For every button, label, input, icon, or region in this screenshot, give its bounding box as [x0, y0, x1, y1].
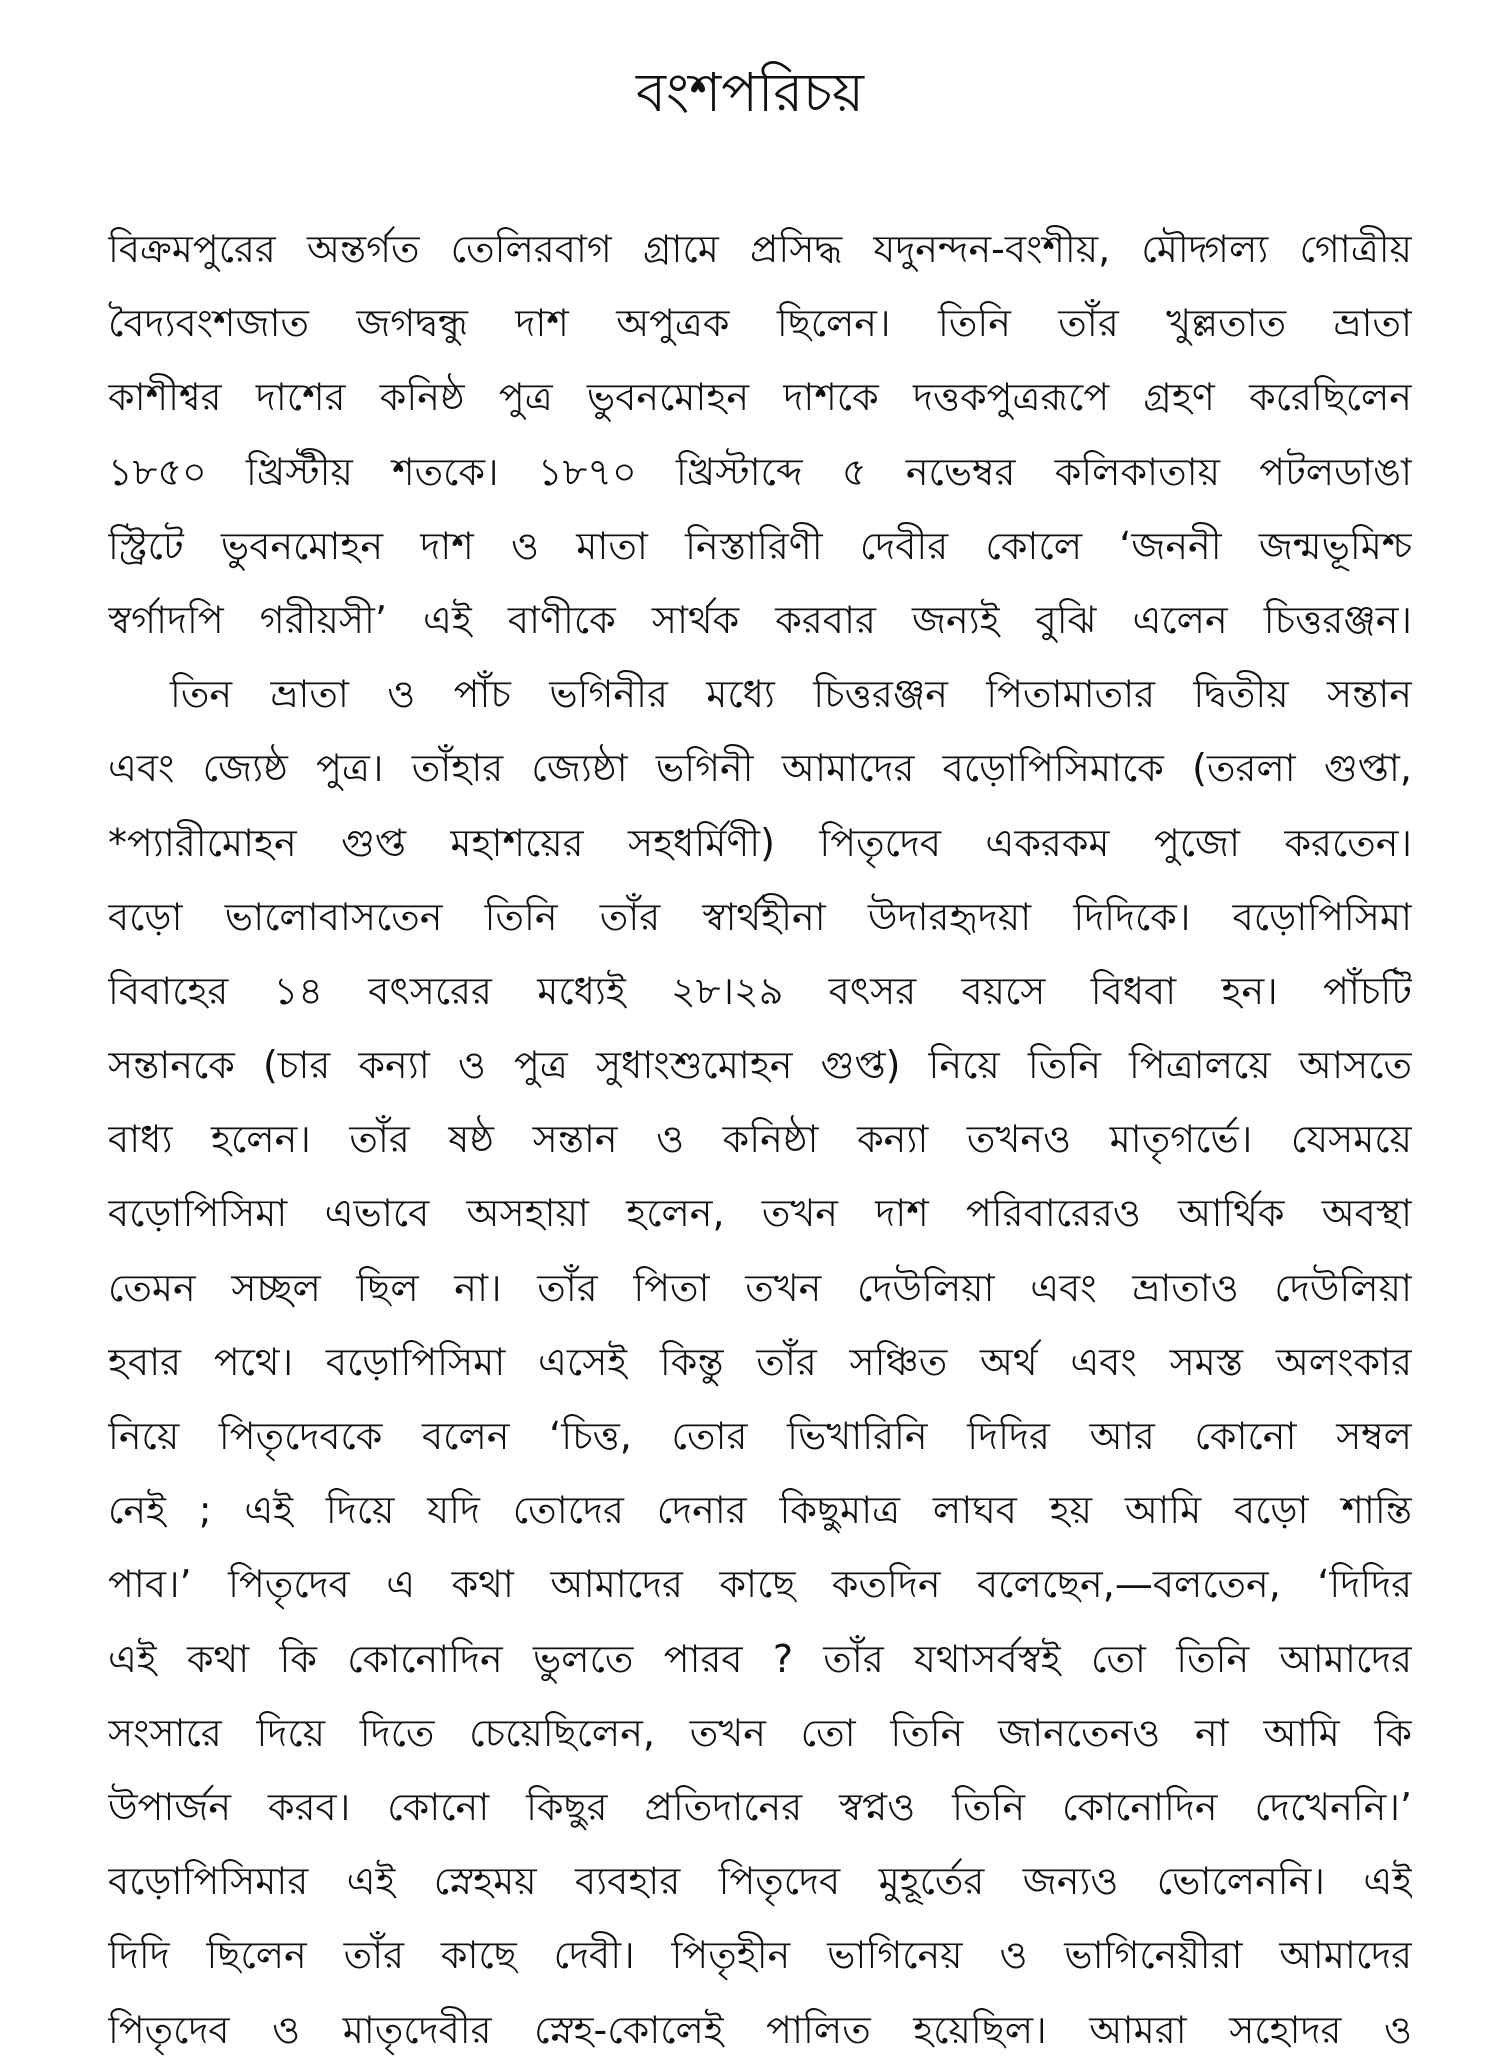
text-line: পিতৃদেব ও মাতৃদেবীর স্নেহ-কোলেই পালিত হয়েছিল। আমরা সহোদর ও: [108, 2007, 1412, 2052]
text-line: নেই ; এই দিয়ে যদি তোদের দেনার কিছুমাত্র লাঘব হয় আমি বড়ো শান্তি: [108, 1488, 1412, 1533]
text-line: স্ট্রিটে ভুবনমোহন দাশ ও মাতা নিস্তারিণী দেবীর কোলে ‘জননী জন্মভূমিশ্চ: [108, 523, 1412, 568]
text-line: ১৮৫০ খ্রিস্টীয় শতকে। ১৮৭০ খ্রিস্টাব্দে ৫ নভেম্বর কলিকাতায় পটলডাঙা: [108, 449, 1412, 494]
text-line: বড়ো ভালোবাসতেন তিনি তাঁর স্বার্থহীনা উদারহৃদয়া দিদিকে। বড়োপিসিমা: [108, 894, 1412, 939]
text-line: *প্যারীমোহন গুপ্ত মহাশয়ের সহধর্মিণী) পিতৃদেব একরকম পুজো করতেন।: [108, 820, 1412, 865]
text-line: বড়োপিসিমা এভাবে অসহায়া হলেন, তখন দাশ পরিবারেরও আর্থিক অবস্থা: [108, 1191, 1412, 1236]
text-line: উপার্জন করব। কোনো কিছুর প্রতিদানের স্বপ্নও তিনি কোনোদিন দেখেননি।’: [108, 1784, 1412, 1829]
text-line: বড়োপিসিমার এই স্নেহময় ব্যবহার পিতৃদেব মুহূর্তের জন্যও ভোলেননি। এই: [108, 1859, 1412, 1904]
text-line: হবার পথে। বড়োপিসিমা এসেই কিন্তু তাঁর সঞ্চিত অর্থ এবং সমস্ত অলংকার: [108, 1339, 1412, 1384]
text-line: তেমন সচ্ছল ছিল না। তাঁর পিতা তখন দেউলিয়া এবং ভ্রাতাও দেউলিয়া: [108, 1265, 1412, 1310]
text-line: পাব।’ পিতৃদেব এ কথা আমাদের কাছে কতদিন বলেছেন,—বলতেন, ‘দিদির: [108, 1562, 1412, 1607]
text-line: কাশীশ্বর দাশের কনিষ্ঠ পুত্র ভুবনমোহন দাশকে দত্তকপুত্ররূপে গ্রহণ করেছিলেন: [108, 375, 1412, 420]
text-line: দিদি ছিলেন তাঁর কাছে দেবী। পিতৃহীন ভাগিনেয় ও ভাগিনেয়ীরা আমাদের: [108, 1933, 1412, 1978]
text-line: তিন ভ্রাতা ও পাঁচ ভগিনীর মধ্যে চিত্তরঞ্জন পিতামাতার দ্বিতীয় সন্তান: [170, 672, 1412, 717]
text-line: বিবাহের ১৪ বৎসরের মধ্যেই ২৮।২৯ বৎসর বয়সে বিধবা হন। পাঁচটি: [108, 968, 1412, 1013]
body-text: [108, 212, 1412, 2067]
text-line: এবং জ্যেষ্ঠ পুত্র। তাঁহার জ্যেষ্ঠা ভগিনী আমাদের বড়োপিসিমাকে (তরলা গুপ্তা,: [108, 746, 1412, 791]
text-line: সন্তানকে (চার কন্যা ও পুত্র সুধাংশুমোহন গুপ্ত) নিয়ে তিনি পিত্রালয়ে আসতে: [108, 1043, 1412, 1088]
page-title: বংশপরিচয়: [635, 61, 864, 124]
text-line: বাধ্য হলেন। তাঁর ষষ্ঠ সন্তান ও কনিষ্ঠা কন্যা তখনও মাতৃগর্ভে। যেসময়ে: [108, 1117, 1412, 1162]
text-line: এই কথা কি কোনোদিন ভুলতে পারব ? তাঁর যথাসর্বস্বই তো তিনি আমাদের: [108, 1636, 1412, 1681]
text-line: বিক্রমপুরের অন্তর্গত তেলিরবাগ গ্রামে প্রসিদ্ধ যদুনন্দন-বংশীয়, মৌদ্গল্য গোত্রীয়: [108, 227, 1412, 271]
text-line: স্বর্গাদপি গরীয়সী’ এই বাণীকে সার্থক করবার জন্যই বুঝি এলেন চিত্তরঞ্জন।: [108, 597, 1412, 642]
text-line: সংসারে দিয়ে দিতে চেয়েছিলেন, তখন তো তিনি জানতেনও না আমি কি: [108, 1710, 1412, 1755]
text-line: বৈদ্যবংশজাত জগদ্বন্ধু দাশ অপুত্রক ছিলেন। তিনি তাঁর খুল্লতাত ভ্রাতা: [108, 301, 1412, 346]
text-line: নিয়ে পিতৃদেবকে বলেন ‘চিত্ত, তোর ভিখারিনি দিদির আর কোনো সম্বল: [108, 1414, 1412, 1458]
